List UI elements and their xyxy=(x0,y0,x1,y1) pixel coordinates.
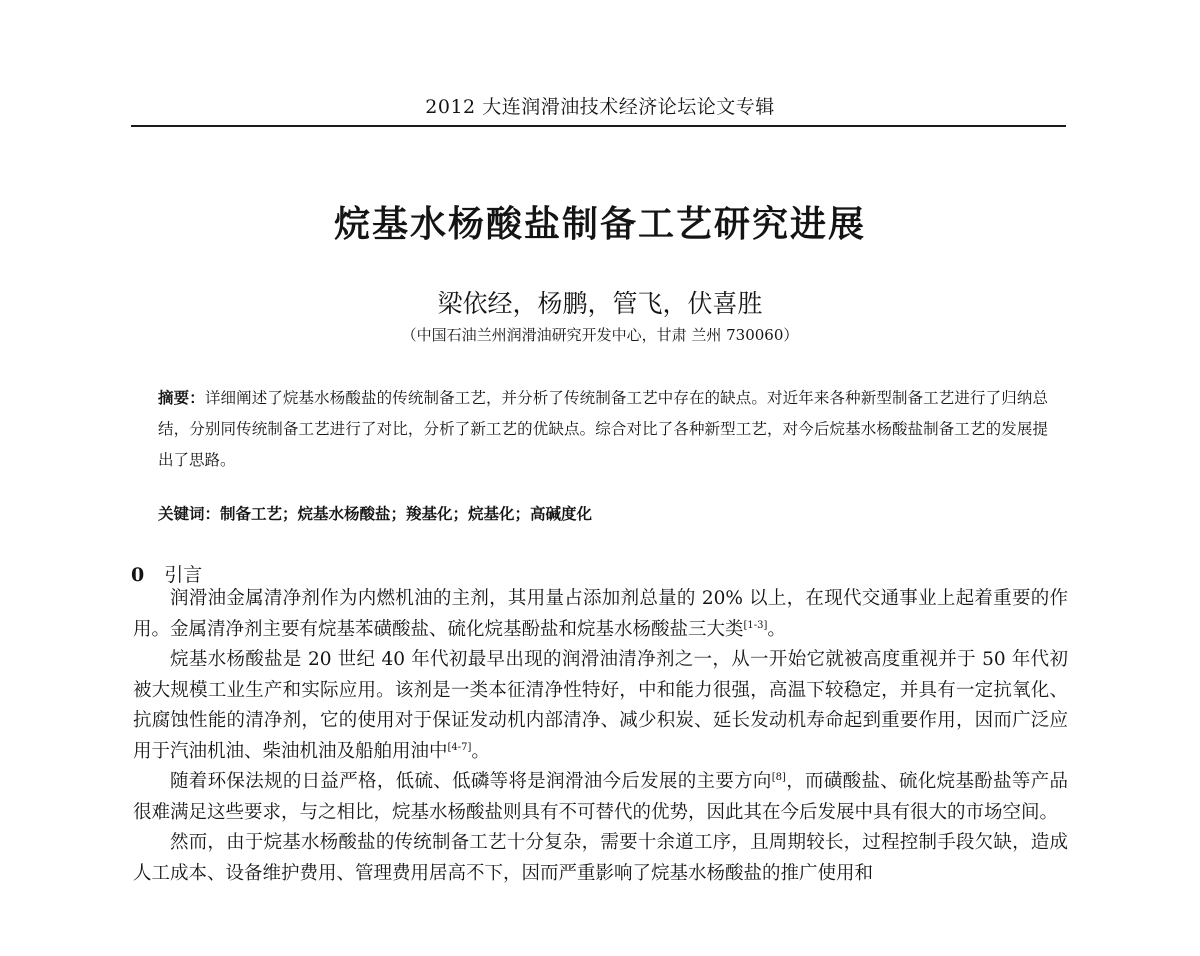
body-text xyxy=(133,584,1068,889)
paragraph-text: 烷基水杨酸盐是 20 世纪 40 年代初最早出现的润滑油清净剂之一，从一开始它就被高度重视并于 50 年代初被大规模工业生产和实际应用。该剂是一类本征清净性特好，中和能力很强，高温下较稳定，并具有一定抗氧化、抗腐蚀性能的清净剂，它的使用对于保证发动机内部清净、减少积炭、延长发动机寿命起到重要作用，因而广泛应用于汽油机油、柴油机油及船舶用油中 xyxy=(133,649,1068,762)
section-heading xyxy=(131,560,202,587)
citation-ref: [4-7] xyxy=(447,741,472,753)
affiliation: （中国石油兰州润滑油研究开发中心，甘肃 兰州 730060） xyxy=(401,326,799,344)
paragraph-text: 随着环保法规的日益严格，低硫、低磷等将是润滑油今后发展的主要方向 xyxy=(170,771,772,792)
abstract-label: 摘要： xyxy=(158,388,205,407)
paragraph-tail: 。 xyxy=(767,618,786,640)
keywords-text: 制备工艺；烷基水杨酸盐；羧基化；烷基化；高碱度化 xyxy=(220,504,593,523)
body-paragraph xyxy=(133,767,1068,828)
running-head: 2012 大连润滑油技术经济论坛论文专辑 xyxy=(425,96,775,118)
body-paragraph xyxy=(133,645,1068,767)
paragraph-text: 然而，由于烷基水杨酸盐的传统制备工艺十分复杂，需要十余道工序，且周期较长，过程控制手段欠缺，造成人工成本、设备维护费用、管理费用居高不下，因而严重影响了烷基水杨酸盐的推广使用和 xyxy=(133,832,1068,884)
paper-title: 烷基水杨酸盐制备工艺研究进展 xyxy=(333,204,866,245)
section-number: 0 xyxy=(131,564,145,586)
citation-ref: [1-3] xyxy=(743,619,768,631)
keywords xyxy=(158,502,1048,524)
author-list: 梁依经，杨鹏，管飞，伏喜胜 xyxy=(437,289,763,318)
body-paragraph xyxy=(133,828,1068,889)
section-title: 引言 xyxy=(164,564,203,586)
header-rule xyxy=(131,125,1066,127)
abstract-text: 详细阐述了烷基水杨酸盐的传统制备工艺，并分析了传统制备工艺中存在的缺点。对近年来各种新型制备工艺进行了归纳总结，分别同传统制备工艺进行了对比，分析了新工艺的优缺点。综合对比了各种新型工艺，对今后烷基水杨酸盐制备工艺的发展提出了思路。 xyxy=(158,389,1048,469)
body-paragraph xyxy=(133,584,1068,645)
paragraph-tail: 。 xyxy=(471,740,490,762)
paragraph-text: 润滑油金属清净剂作为内燃机油的主剂，其用量占添加剂总量的 20% 以上，在现代交通事业上起着重要的作用。金属清净剂主要有烷基苯磺酸盐、硫化烷基酚盐和烷基水杨酸盐三大类 xyxy=(133,588,1068,640)
citation-ref: [8] xyxy=(771,771,786,783)
paragraph-tail: ，而磺酸盐、硫化烷基酚盐等产品很难满足这些要求，与之相比，烷基水杨酸盐则具有不可替代的优势，因此其在今后发展中具有很大的市场空间。 xyxy=(133,771,1068,823)
keywords-label: 关键词： xyxy=(158,504,221,523)
abstract xyxy=(158,382,1048,476)
